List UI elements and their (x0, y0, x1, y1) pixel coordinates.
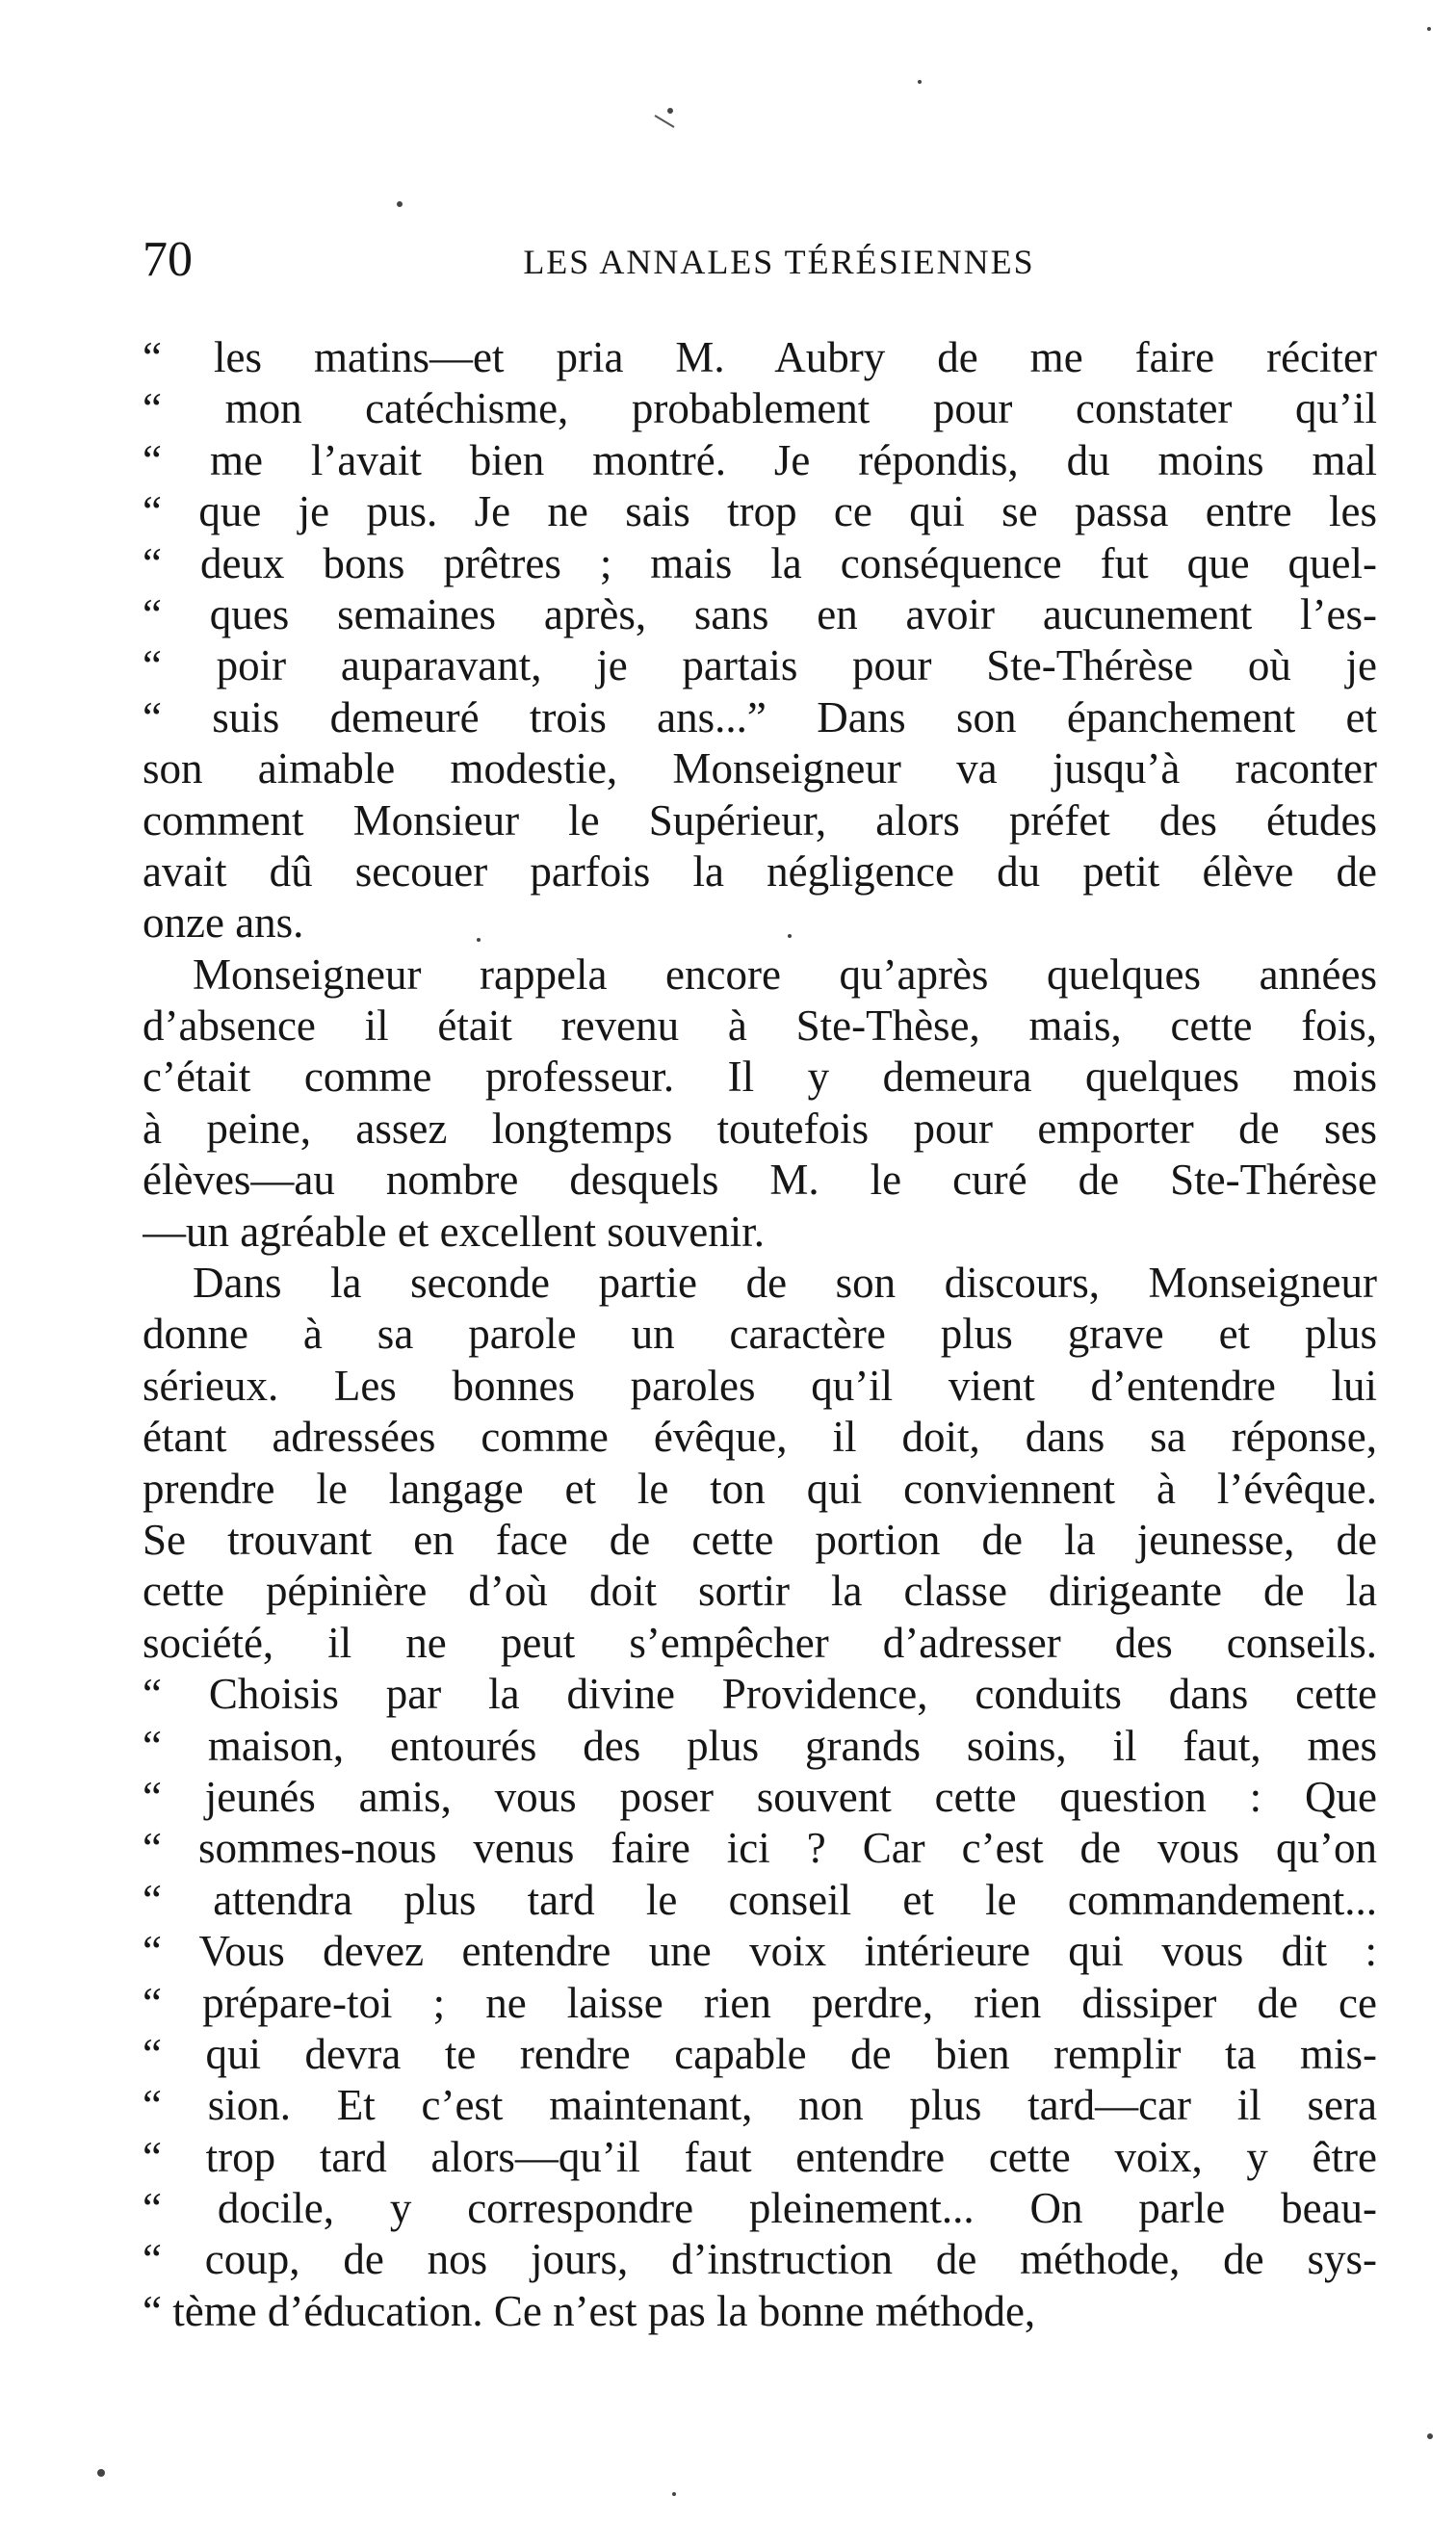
text-line: élèves—au nombre desquels M. le curé de Ste-Thérèse (143, 1156, 1377, 1205)
text-line: “ les matins—et pria M. Aubry de me faire réciter (143, 333, 1377, 381)
text-line: “ attendra plus tard le conseil et le commandement... (143, 1875, 1377, 1924)
text-line: c’était comme professeur. Il y demeura quelques mois (143, 1053, 1377, 1102)
text-line: “ sion. Et c’est maintenant, non plus tard—car il sera (143, 2081, 1377, 2130)
text-line: “ coup, de nos jours, d’instruction de méthode, de sys- (143, 2235, 1377, 2284)
text-line: d’absence il était revenu à Ste-Thèse, mais, cette fois, (143, 1001, 1377, 1051)
page-number: 70 (143, 232, 193, 287)
text-line: “ ques semaines après, sans en avoir aucunement l’es- (143, 589, 1377, 638)
text-line: étant adressées comme évêque, il doit, dans sa réponse, (143, 1413, 1377, 1462)
text-line: “ jeunés amis, vous poser souvent cette question : Que (143, 1772, 1377, 1821)
text-line: “ prépare-toi ; ne laisse rien perdre, rien dissiper de ce (143, 1978, 1377, 2027)
text-line: “ qui devra te rendre capable de bien remplir ta mis- (143, 2029, 1377, 2078)
text-line: son aimable modestie, Monseigneur va jusqu’à raconter (143, 744, 1377, 793)
text-line: “ mon catéchisme, probablement pour constater qu’il (143, 384, 1377, 433)
text-line: “ deux bons prêtres ; mais la conséquence fut que quel- (143, 538, 1377, 587)
text-line: “ poir auparavant, je partais pour Ste-Thérèse où je (143, 641, 1377, 690)
text-line: comment Monsieur le Supérieur, alors préfet des études (143, 795, 1377, 845)
text-line: “ Choisis par la divine Providence, conduits dans cette (143, 1670, 1377, 1719)
text-line: à peine, assez longtemps toutefois pour emporter de ses (143, 1104, 1377, 1153)
text-line: “ sommes-nous venus faire ici ? Car c’est de vous qu’on (143, 1824, 1377, 1873)
running-title: LES ANNALES TÉRÉSIENNES (523, 243, 1035, 281)
text-line: “ trop tard alors—qu’il faut entendre cette voix, y être (143, 2132, 1377, 2181)
text-line: onze ans. (143, 898, 304, 948)
text-line: Monseigneur rappela encore qu’après quelques années (193, 949, 1377, 999)
text-line: cette pépinière d’où doit sortir la classe dirigeante de la (143, 1567, 1377, 1616)
page-header (143, 231, 1377, 289)
text-line: “ docile, y correspondre pleinement... On parle beau- (143, 2184, 1377, 2233)
body-text (143, 332, 1377, 2337)
text-line: société, il ne peut s’empêcher d’adresser des conseils. (143, 1618, 1377, 1667)
text-line: Se trouvant en face de cette portion de la jeunesse, de (143, 1515, 1377, 1564)
text-line: —un agréable et excellent souvenir. (143, 1207, 765, 1256)
text-line: “ tème d’éducation. Ce n’est pas la bonne méthode, (143, 2286, 1036, 2335)
text-line: “ que je pus. Je ne sais trop ce qui se passa entre les (143, 487, 1377, 536)
text-line: sérieux. Les bonnes paroles qu’il vient d’entendre lui (143, 1361, 1377, 1410)
text-line: “ me l’avait bien montré. Je répondis, du moins mal (143, 435, 1377, 484)
text-line: donne à sa parole un caractère plus grave et plus (143, 1310, 1377, 1359)
text-line: “ suis demeuré trois ans...” Dans son épanchement et (143, 692, 1377, 741)
text-line: avait dû secouer parfois la négligence du petit élève de (143, 846, 1377, 896)
text-line: prendre le langage et le ton qui conviennent à l’évêque. (143, 1464, 1377, 1513)
text-line: “ maison, entourés des plus grands soins, il faut, mes (143, 1721, 1377, 1770)
text-line: “ Vous devez entendre une voix intérieure qui vous dit : (143, 1927, 1377, 1976)
text-line: Dans la seconde partie de son discours, Monseigneur (193, 1259, 1377, 1308)
